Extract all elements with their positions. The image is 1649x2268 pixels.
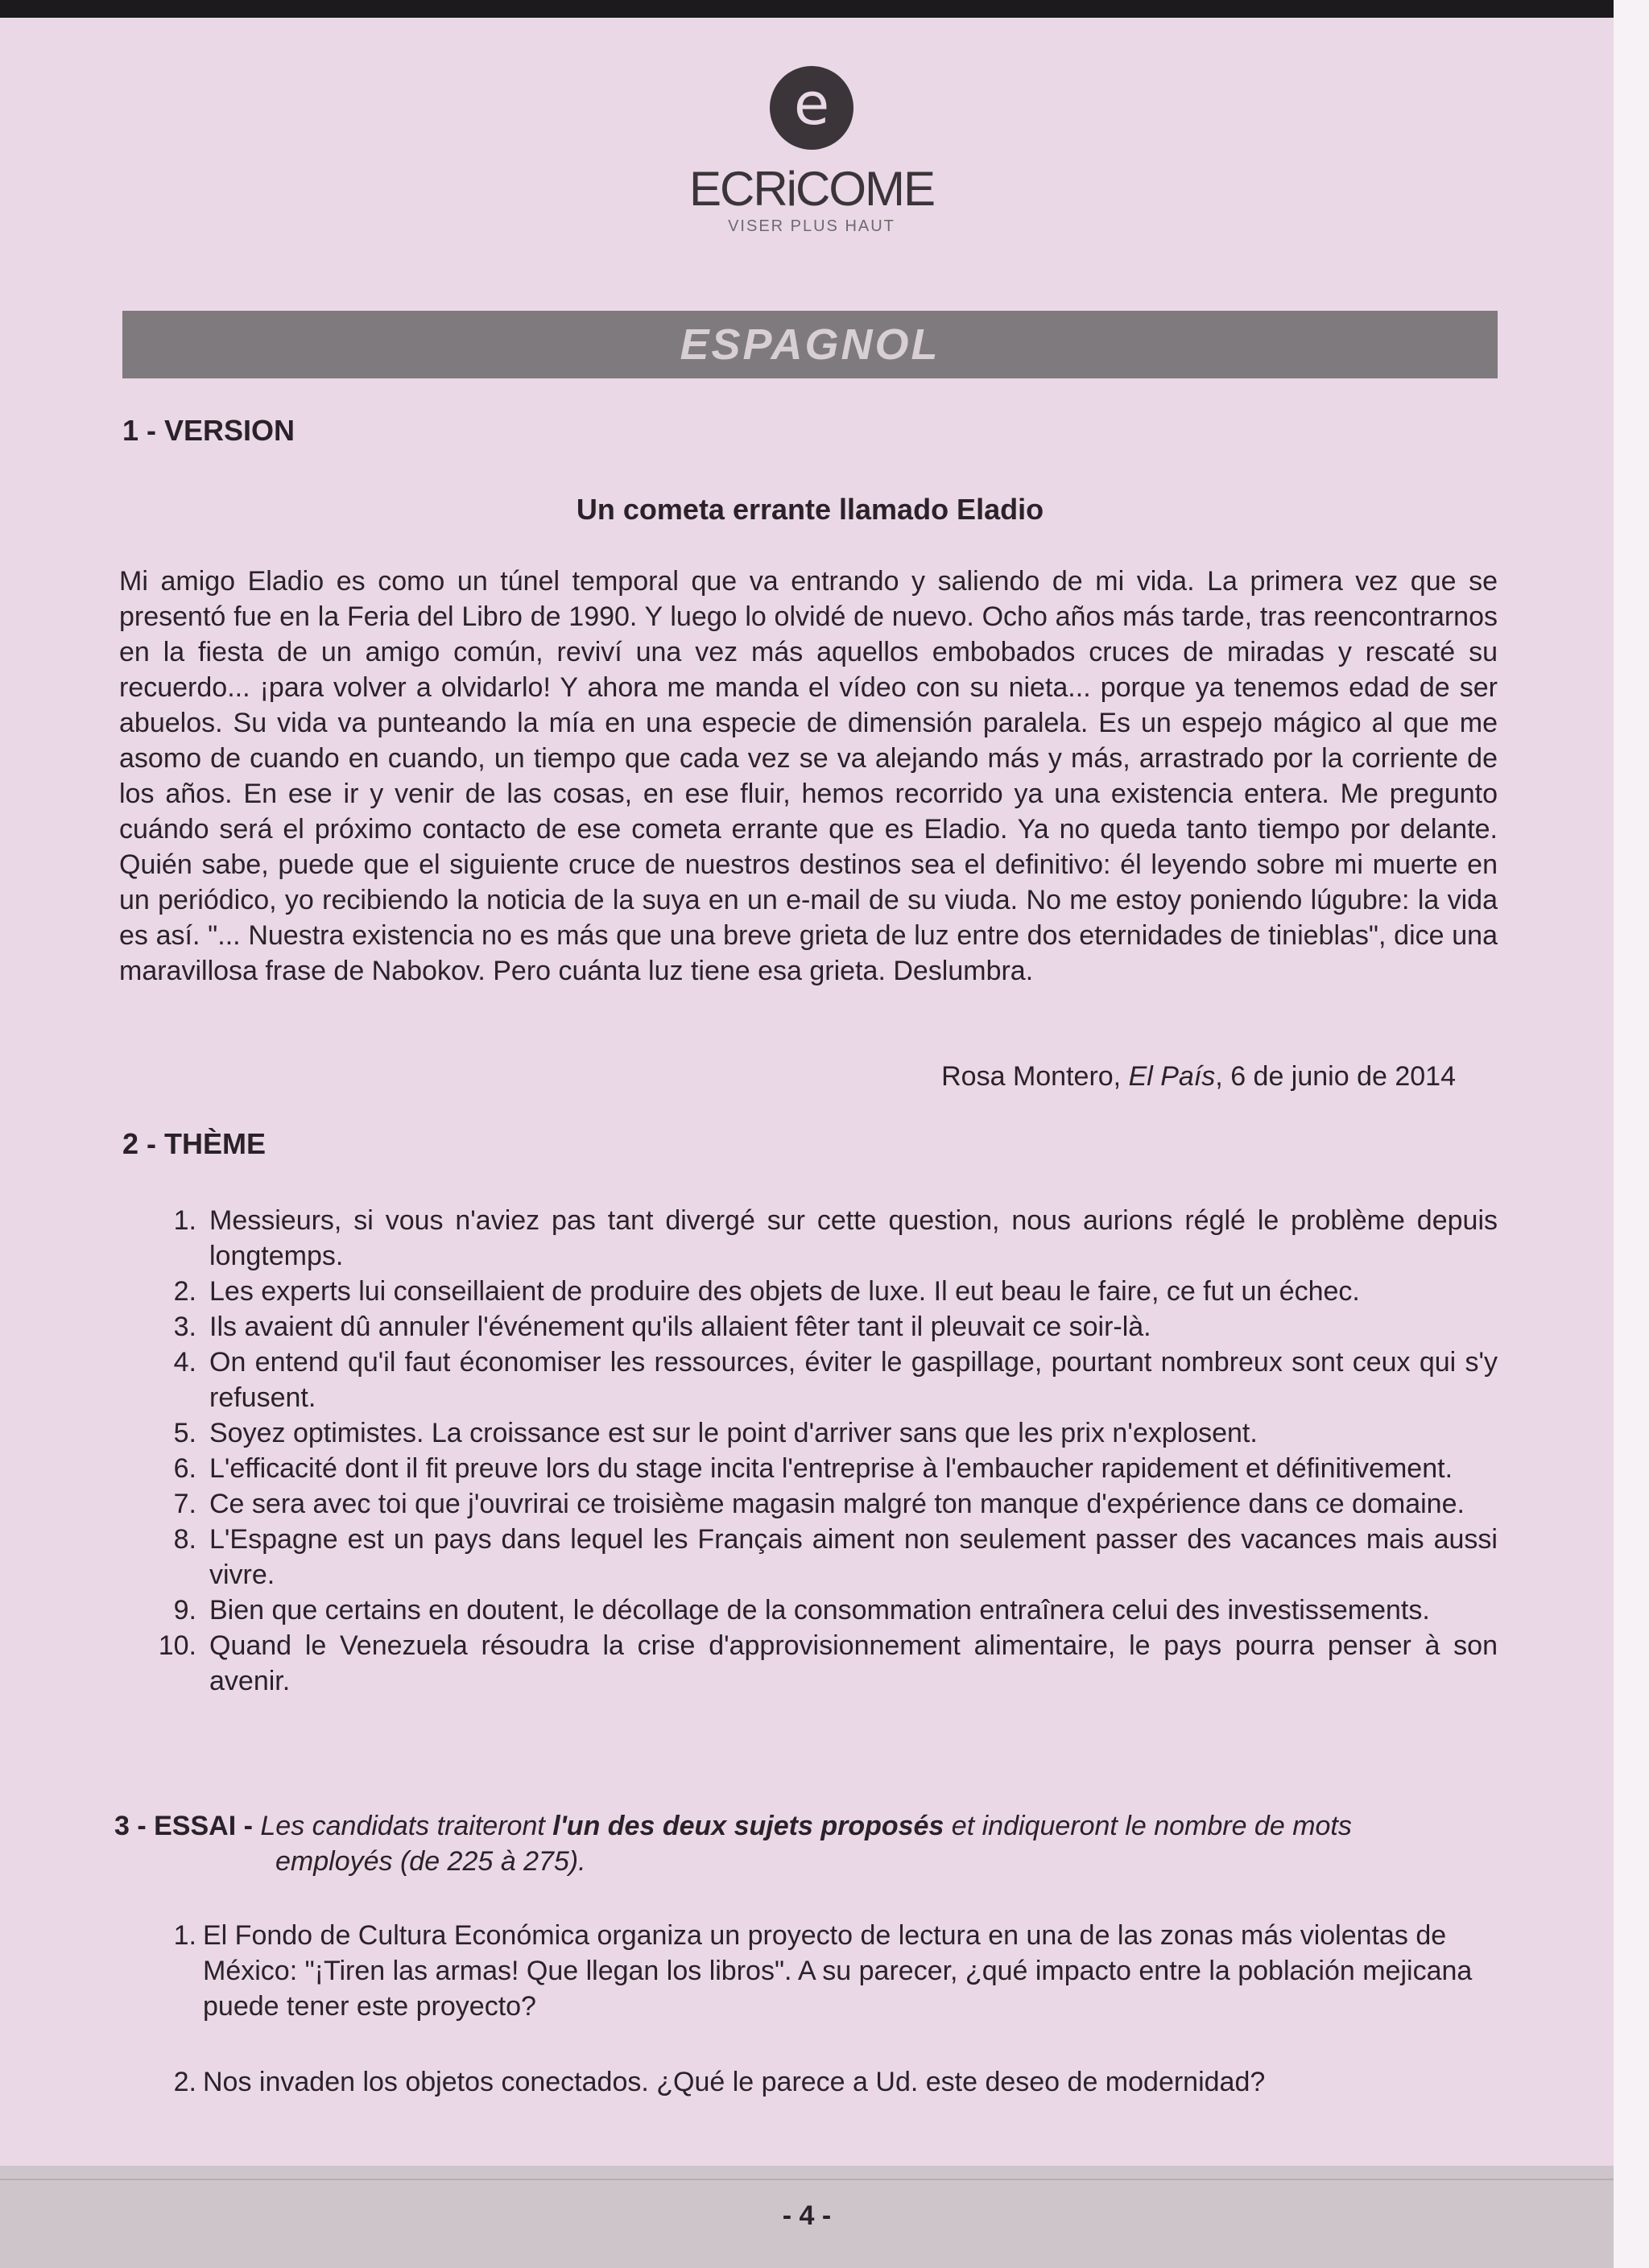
item-number: 6. bbox=[173, 1453, 196, 1484]
essai-instruction-emphasis: l'un des deux sujets proposés bbox=[552, 1811, 944, 1841]
item-text: Nos invaden los objetos conectados. ¿Qué le parece a Ud. este deseo de modernidad? bbox=[203, 2067, 1266, 2097]
item-text: Quand le Venezuela résoudra la crise d'approvisionnement alimentaire, le pays pourra penser à son avenir. bbox=[209, 1630, 1498, 1696]
essai-topic-list bbox=[122, 1918, 1498, 2100]
source-date: , 6 de junio de 2014 bbox=[1215, 1061, 1456, 1092]
source-author: Rosa Montero, bbox=[941, 1061, 1129, 1092]
essai-heading: 3 - ESSAI - bbox=[114, 1811, 261, 1841]
source-newspaper: El País bbox=[1128, 1061, 1216, 1092]
ecricome-logo-icon bbox=[770, 66, 853, 150]
item-number: 4. bbox=[173, 1347, 196, 1378]
item-number: 9. bbox=[173, 1595, 196, 1626]
footer-divider bbox=[0, 2179, 1614, 2180]
list-item bbox=[122, 1345, 1498, 1415]
list-item bbox=[122, 1628, 1498, 1699]
list-item bbox=[122, 1415, 1498, 1451]
item-text: Ils avaient dû annuler l'événement qu'ils allaient fêter tant il pleuvait ce soir-là. bbox=[209, 1312, 1151, 1342]
item-text: El Fondo de Cultura Económica organiza un proyecto de lectura en una de las zonas más violentas de México: "¡Tiren las armas! Que llegan los libros". A su parecer, ¿qué impacto entre la población mejicana puede tener este proyecto? bbox=[203, 1920, 1473, 2022]
theme-sentence-list bbox=[122, 1203, 1498, 1699]
item-number: 8. bbox=[173, 1524, 196, 1555]
item-number: 2. bbox=[173, 1276, 196, 1307]
item-number: 7. bbox=[173, 1489, 196, 1519]
version-text-title: Un cometa errante llamado Eladio bbox=[576, 493, 1044, 526]
item-text: Soyez optimistes. La croissance est sur le point d'arriver sans que les prix n'explosent. bbox=[209, 1418, 1258, 1448]
item-text: Bien que certains en doutent, le décollage de la consommation entraînera celui des investissements. bbox=[209, 1595, 1430, 1626]
subject-banner bbox=[122, 311, 1498, 378]
item-number: 1. bbox=[173, 1205, 196, 1236]
subject-title: ESPAGNOL bbox=[680, 320, 940, 369]
item-text: L'Espagne est un pays dans lequel les Français aiment non seulement passer des vacances mais aussi vivre. bbox=[209, 1524, 1498, 1590]
list-item bbox=[122, 2064, 1498, 2100]
item-text: Les experts lui conseillaient de produire des objets de luxe. Il eut beau le faire, ce fut un échec. bbox=[209, 1276, 1360, 1307]
version-source bbox=[122, 1061, 1456, 1093]
logo-tagline: VISER PLUS HAUT bbox=[728, 217, 895, 235]
list-item bbox=[122, 1309, 1498, 1345]
scan-top-edge bbox=[0, 0, 1649, 18]
item-text: Ce sera avec toi que j'ouvrirai ce troisième magasin malgré ton manque d'expérience dans ce domaine. bbox=[209, 1489, 1465, 1519]
item-number: 5. bbox=[173, 1418, 196, 1448]
logo-letter: e bbox=[793, 70, 830, 138]
essai-instruction-part-1: Les candidats traiteront bbox=[260, 1811, 553, 1841]
list-item bbox=[122, 1522, 1498, 1593]
version-text-body: Mi amigo Eladio es como un túnel temporal que va entrando y saliendo de mi vida. La primera vez que se presentó fue en la Feria del Libro de 1990. Y luego lo olvidé de nuevo. Ocho años más tarde, tras reencontrarnos en la fiesta de un amigo común, reviví una vez más aquellos embobados cruces de miradas y rescaté su recuerdo... ¡para volver a olvidarlo! Y ahora me manda el vídeo con su nieta... porque ya tenemos edad de ser abuelos. Su vida va punteando la mía en una especie de dimensión paralela. Es un espejo mágico al que me asomo de cuando en cuando, un tiempo que cada vez se va alejando más y más, arrastrado por la corriente de los años. En ese ir y venir de las cosas, en ese fluir, hemos recorrido ya una existencia entera. Me pregunto cuándo será el próximo contacto de ese cometa errante que es Eladio. Ya no queda tanto tiempo por delante. Quién sabe, puede que el siguiente cruce de nuestros destinos sea el definitivo: él leyendo sobre mi muerte en un periódico, yo recibiendo la noticia de la suya en un e-mail de su viuda. No me estoy poniendo lúgubre: la vida es así. "... Nuestra existencia no es más que una breve grieta de luz entre dos eternidades de tinieblas", dice una maravillosa frase de Nabokov. Pero cuánta luz tiene esa grieta. Deslumbra. bbox=[119, 566, 1498, 986]
essai-instruction-line bbox=[114, 1808, 1498, 1844]
item-number: 2. bbox=[173, 2067, 196, 2097]
list-item bbox=[122, 1486, 1498, 1522]
list-item bbox=[122, 1274, 1498, 1309]
item-text: On entend qu'il faut économiser les ressources, éviter le gaspillage, pourtant nombreux sont ceux qui s'y refusent. bbox=[209, 1347, 1498, 1413]
essai-instruction-part-3: employés (de 225 à 275). bbox=[275, 1846, 586, 1877]
list-item bbox=[122, 1918, 1498, 2024]
item-text: Messieurs, si vous n'aviez pas tant divergé sur cette question, nous aurions réglé le problème depuis longtemps. bbox=[209, 1205, 1498, 1271]
essai-instructions bbox=[114, 1808, 1498, 1879]
item-number: 1. bbox=[173, 1920, 196, 1951]
list-item bbox=[122, 1203, 1498, 1274]
item-number: 3. bbox=[173, 1312, 196, 1342]
essai-instruction-part-2: et indiqueront le nombre de mots bbox=[944, 1811, 1352, 1841]
version-heading: 1 - VERSION bbox=[122, 414, 295, 447]
scan-right-edge bbox=[1614, 0, 1649, 2268]
list-item bbox=[122, 1593, 1498, 1628]
item-text: L'efficacité dont il fit preuve lors du stage incita l'entreprise à l'embaucher rapidement et définitivement. bbox=[209, 1453, 1453, 1484]
item-number: 10. bbox=[158, 1630, 196, 1661]
list-item bbox=[122, 1451, 1498, 1486]
logo-name: ECRiCOME bbox=[688, 162, 934, 216]
page-number: - 4 - bbox=[782, 2200, 832, 2231]
theme-heading: 2 - THÈME bbox=[122, 1127, 267, 1160]
